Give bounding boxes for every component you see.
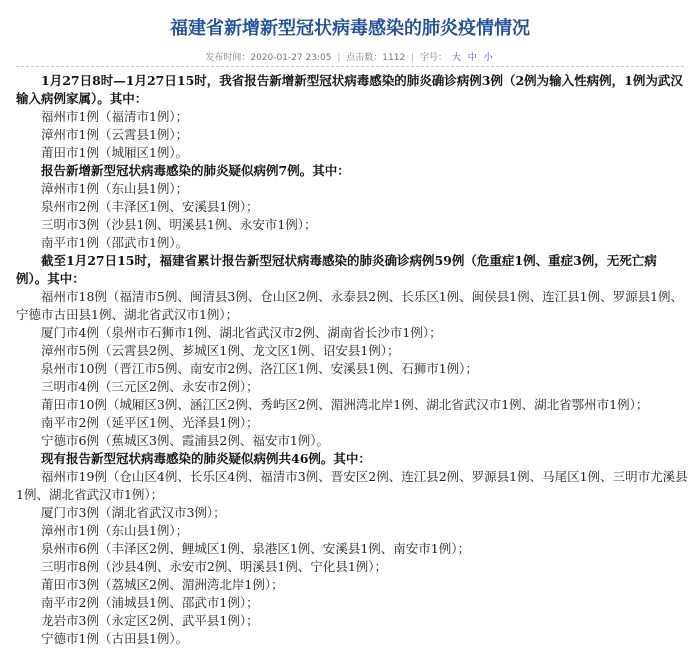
list-item: 龙岩市3例（永定区2例、武平县1例）；	[41, 613, 259, 628]
click-count: 1112	[382, 53, 406, 63]
list-item: 漳州市1例（东山县1例）；	[41, 523, 189, 538]
title-divider	[16, 66, 684, 67]
list-item: 福州市19例（仓山区4例、长乐区4例、福清市3例、晋安区2例、连江县2例、罗源县1例、马尾区1例、三明市尤溪县1例、湖北省武汉市1例）；	[16, 469, 688, 502]
list-item: 南平市1例（邵武市1例）。	[41, 235, 189, 250]
paragraph-confirmed-new: 1月27日8时—1月27日15时，我省报告新增新型冠状病毒感染的肺炎确诊病例3例（2例为输入性病例，1例为武汉输入病例家属）。其中：	[16, 73, 683, 106]
article-title: 福建省新增新型冠状病毒感染的肺炎疫情情况	[170, 18, 530, 39]
article-meta	[0, 50, 700, 63]
list-item: 厦门市3例（湖北省武汉市3例）；	[41, 505, 226, 520]
list-item: 漳州市1例（东山县1例）；	[41, 181, 189, 196]
list-item: 漳州市1例（云霄县1例）；	[41, 127, 189, 142]
list-item: 南平市2例（延平区1例、光泽县1例）；	[41, 415, 259, 430]
list-item: 宁德市6例（蕉城区3例、霞浦县2例、福安市1例）。	[41, 433, 330, 448]
list-item: 三明市3例（沙县1例、明溪县1例、永安市1例）；	[41, 217, 317, 232]
list-item: 三明市8例（沙县4例、永安市2例、明溪县1例、宁化县1例）；	[41, 559, 388, 574]
publish-label: 发布时间：	[205, 53, 251, 63]
font-size-label: 字号：	[419, 53, 447, 63]
list-item: 福州市18例（福清市5例、闽清县3例、仓山区2例、永泰县2例、长乐区1例、闽侯县1例、连江县1例、罗源县1例、宁德市古田县1例、湖北省武汉市1例）；	[16, 289, 684, 322]
font-medium-link[interactable]: 中	[467, 53, 477, 63]
font-small-link[interactable]: 小	[483, 53, 493, 63]
paragraph-suspected-new: 报告新增新型冠状病毒感染的肺炎疑似病例7例。其中：	[41, 163, 350, 178]
list-item: 莆田市1例（城厢区1例）。	[41, 145, 189, 160]
list-item: 宁德市1例（古田县1例）。	[41, 631, 189, 646]
paragraph-confirmed-total: 截至1月27日15时，福建省累计报告新型冠状病毒感染的肺炎确诊病例59例（危重症1例、重症3例，无死亡病例）。其中：	[16, 253, 657, 286]
list-item: 泉州市2例（丰泽区1例、安溪县1例）；	[41, 199, 259, 214]
list-item: 莆田市3例（荔城区2例、湄洲湾北岸1例）；	[41, 577, 284, 592]
list-item: 泉州市6例（丰泽区2例、鲤城区1例、泉港区1例、安溪县1例、南安市1例）；	[41, 541, 470, 556]
meta-separator: |	[337, 53, 341, 63]
list-item: 三明市4例（三元区2例、永安市2例）；	[41, 379, 259, 394]
list-item: 漳州市5例（云霄县2例、芗城区1例、龙文区1例、诏安县1例）；	[41, 343, 400, 358]
article-body	[16, 72, 688, 648]
list-item: 南平市2例（浦城县1例、邵武市1例）；	[41, 595, 259, 610]
font-large-link[interactable]: 大	[451, 53, 461, 63]
list-item: 福州市1例（福清市1例）；	[41, 109, 189, 124]
list-item: 泉州市10例（晋江市5例、南安市2例、洛江区1例、安溪县1例、石狮市1例）；	[41, 361, 478, 376]
meta-separator: |	[411, 53, 415, 63]
list-item: 莆田市10例（城厢区3例、涵江区2例、秀屿区2例、湄洲湾北岸1例、湖北省武汉市1例、湖北省鄂州市1例）；	[41, 397, 649, 412]
paragraph-suspected-total: 现有报告新型冠状病毒感染的肺炎疑似病例共46例。其中：	[41, 451, 371, 466]
publish-time: 2020-01-27 23:05	[250, 53, 332, 63]
clicks-label: 点击数：	[346, 53, 383, 63]
list-item: 厦门市4例（泉州市石狮市1例、湖北省武汉市2例、湖南省长沙市1例）；	[41, 325, 442, 340]
